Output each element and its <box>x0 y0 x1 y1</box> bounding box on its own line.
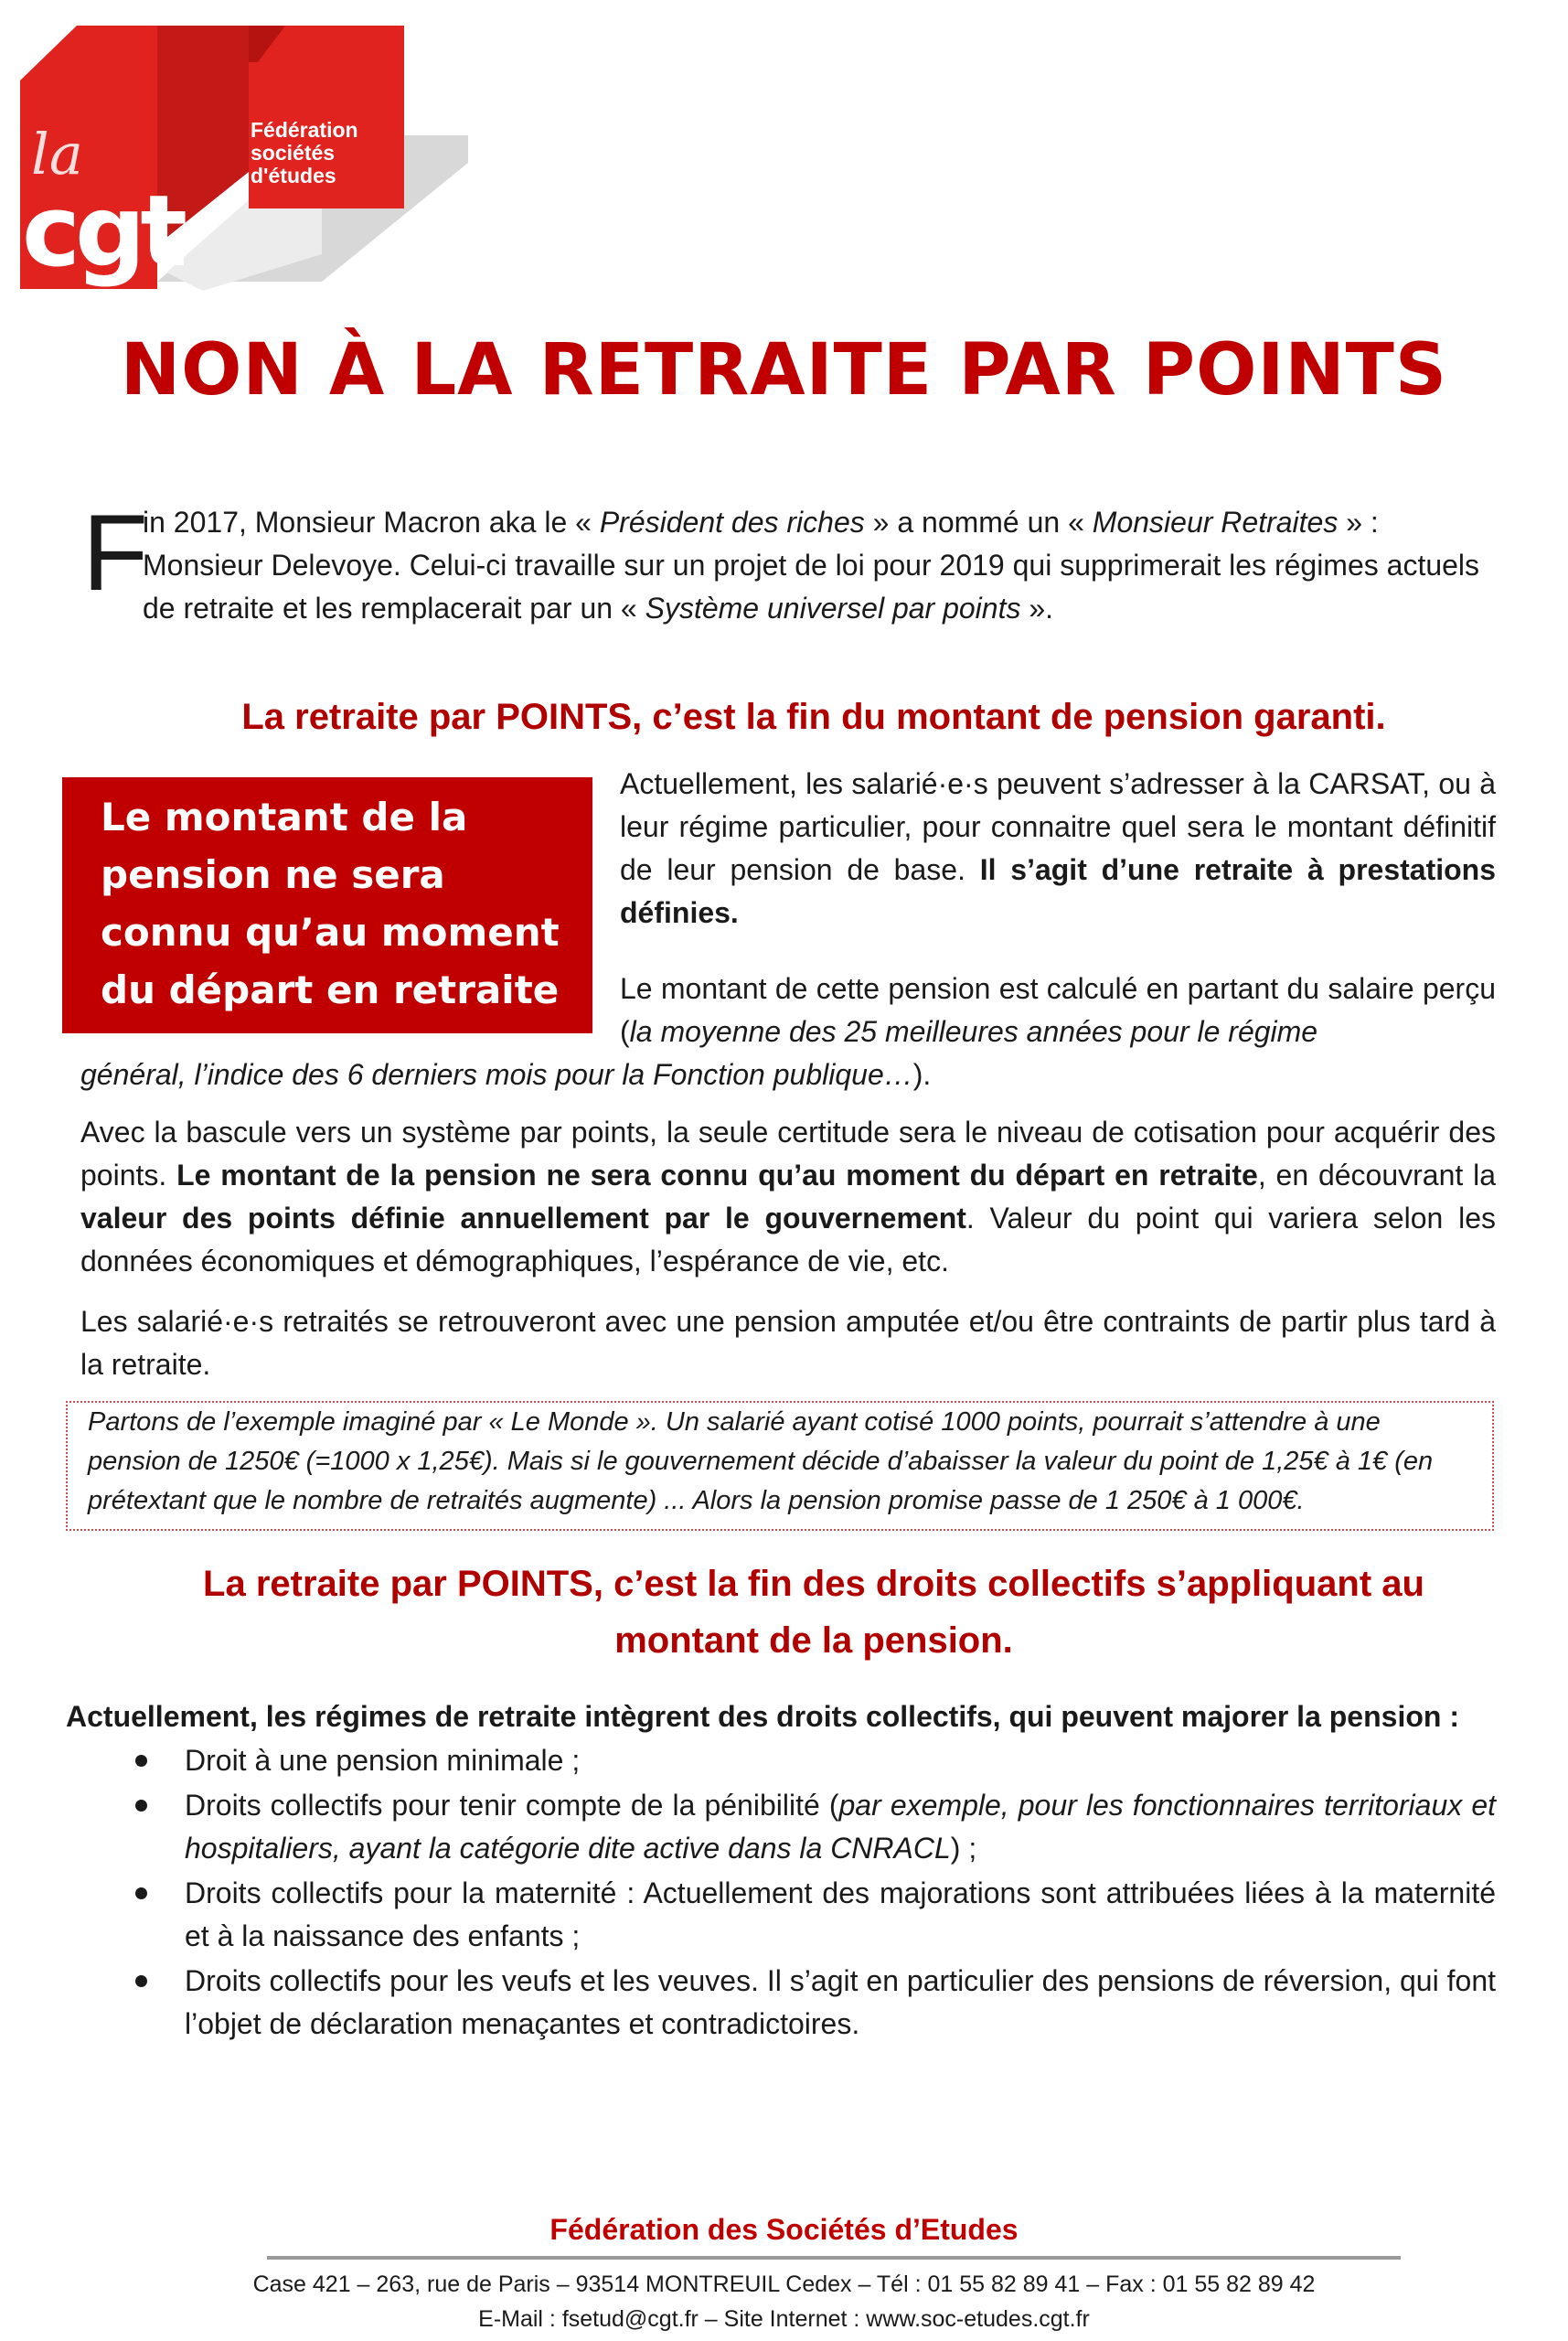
section-heading-guaranteed-pension: La retraite par POINTS, c’est la fin du montant de pension garanti. <box>241 697 1386 737</box>
list-item <box>128 1739 1496 1782</box>
logo-line-2: sociétés <box>251 141 336 165</box>
rights-intro: Actuellement, les régimes de retraite intègrent des droits collectifs, qui peuvent majorer la pension : <box>66 1700 1459 1733</box>
heading-line: La retraite par POINTS, c’est la fin des droits collectifs s’appliquant au <box>203 1564 1424 1604</box>
intro-italic: Système universel par points <box>645 592 1021 625</box>
paragraph-points-system <box>80 1111 1496 1283</box>
paragraph-bold: valeur des points définie annuellement par le gouvernement <box>80 1202 966 1235</box>
intro-text: ». <box>1020 592 1054 625</box>
highlight-text: Le montant de la pension ne sera connu qu’au moment du départ en retraite <box>101 795 560 1012</box>
paragraph-text: Avec la bascule vers un système par points, la seule certitude sera le niveau de cotisation pour acquérir des points. <box>80 1116 1496 1192</box>
intro-paragraph <box>143 501 1496 630</box>
footer-organization: Fédération des Sociétés d’Etudes <box>549 2213 1019 2246</box>
list-item-italic: par exemple, pour les fonctionnaires territoriaux et hospitaliers, ayant la catégorie dite active dans la CNRACL <box>185 1789 1497 1865</box>
heading-line: montant de la pension. <box>614 1620 1013 1661</box>
list-item <box>128 1872 1496 1958</box>
list-item-text: Droits collectifs pour les veufs et les veuves. Il s’agit en particulier des pensions de réversion, qui font l’objet de déclaration menaçantes et contradictoires. <box>185 1964 1496 2040</box>
paragraph-consequences: Les salarié·e·s retraités se retrouveront avec une pension amputée et/ou être contraints de partir plus tard à la retraite. <box>80 1305 1496 1381</box>
list-item <box>128 1960 1496 2046</box>
footer-address: Case 421 – 263, rue de Paris – 93514 MONTREUIL Cedex – Tél : 01 55 82 89 41 – Fax : 01 55 82 89 42 <box>252 2272 1316 2297</box>
intro-italic: Président des riches <box>599 506 865 539</box>
logo-line-1: Fédération <box>251 118 358 142</box>
footer-divider <box>267 2256 1401 2260</box>
rights-list <box>128 1739 1496 2047</box>
paragraph-current-system <box>620 763 1496 935</box>
list-item-text: Droits collectifs pour tenir compte de la pénibilité ( <box>185 1789 839 1822</box>
page-title: NON À LA RETRAITE PAR POINTS <box>120 329 1448 412</box>
paragraph-text: ). <box>912 1058 932 1091</box>
paragraph-calculation <box>620 967 1496 1053</box>
intro-text: » a nommé un « <box>864 506 1093 539</box>
list-item-text: Droits collectifs pour la maternité : Actuellement des majorations sont attribuées liées à la maternité et à la naissance des enfants ; <box>185 1876 1496 1952</box>
example-text: Partons de l’exemple imaginé par « Le Monde ». Un salarié ayant cotisé 1000 points, pourrait s’attendre à une pension de 1250€ (=1000 x 1,25€). Mais si le gouvernement décide d’abaisser la valeur du point de 1,25€ à 1€ (en prétextant que le nombre de retraités augmente) ... Alors la pension promise passe de 1 250€ à 1 000€. <box>88 1407 1434 1515</box>
intro-italic: Monsieur Retraites <box>1092 506 1339 539</box>
intro-text: » : Monsieur Delevoye. Celui-ci travaille sur un projet de loi pour 2019 qui supprimerait les régimes actuels de retraite et les remplacerait par un « <box>143 506 1480 625</box>
intro-text: in 2017, Monsieur Macron aka le « <box>143 506 600 539</box>
paragraph-text: , en découvrant la <box>1257 1159 1497 1192</box>
paragraph-text: Le montant de cette pension est calculé en partant du salaire perçu ( <box>620 972 1496 1048</box>
paragraph-bold: Il s’agit d’une retraite à prestations définies. <box>620 853 1497 929</box>
logo-cgt-mark: cgt <box>22 175 182 289</box>
paragraph-text: Actuellement, les salarié·e·s peuvent s’adresser à la CARSAT, ou à leur régime particulier, pour connaitre quel sera le montant définitif de leur pension de base. <box>620 767 1496 886</box>
logo-line-3: d'études <box>251 164 336 187</box>
paragraph-text: . Valeur du point qui variera selon les données économiques et démographiques, l’espérance de vie, etc. <box>80 1202 1496 1277</box>
list-item-text: ) ; <box>950 1832 977 1865</box>
paragraph-calculation-continued <box>80 1053 1496 1096</box>
list-item-text: Droit à une pension minimale ; <box>185 1744 581 1777</box>
footer-contact: E-Mail : fsetud@cgt.fr – Site Internet : www.soc-etudes.cgt.fr <box>478 2306 1090 2332</box>
paragraph-bold: Le montant de la pension ne sera connu qu’au moment du départ en retraite <box>176 1159 1258 1192</box>
logo-script-mark: la <box>31 121 83 187</box>
logo-federation-text <box>251 119 415 187</box>
drop-cap: F <box>82 493 149 614</box>
list-item <box>128 1784 1496 1870</box>
paragraph-italic: général, l’indice des 6 derniers mois pour la Fonction publique… <box>80 1058 913 1091</box>
paragraph-italic: la moyenne des 25 meilleures années pour le régime <box>629 1015 1318 1048</box>
section-heading-collective-rights <box>55 1555 1568 1669</box>
